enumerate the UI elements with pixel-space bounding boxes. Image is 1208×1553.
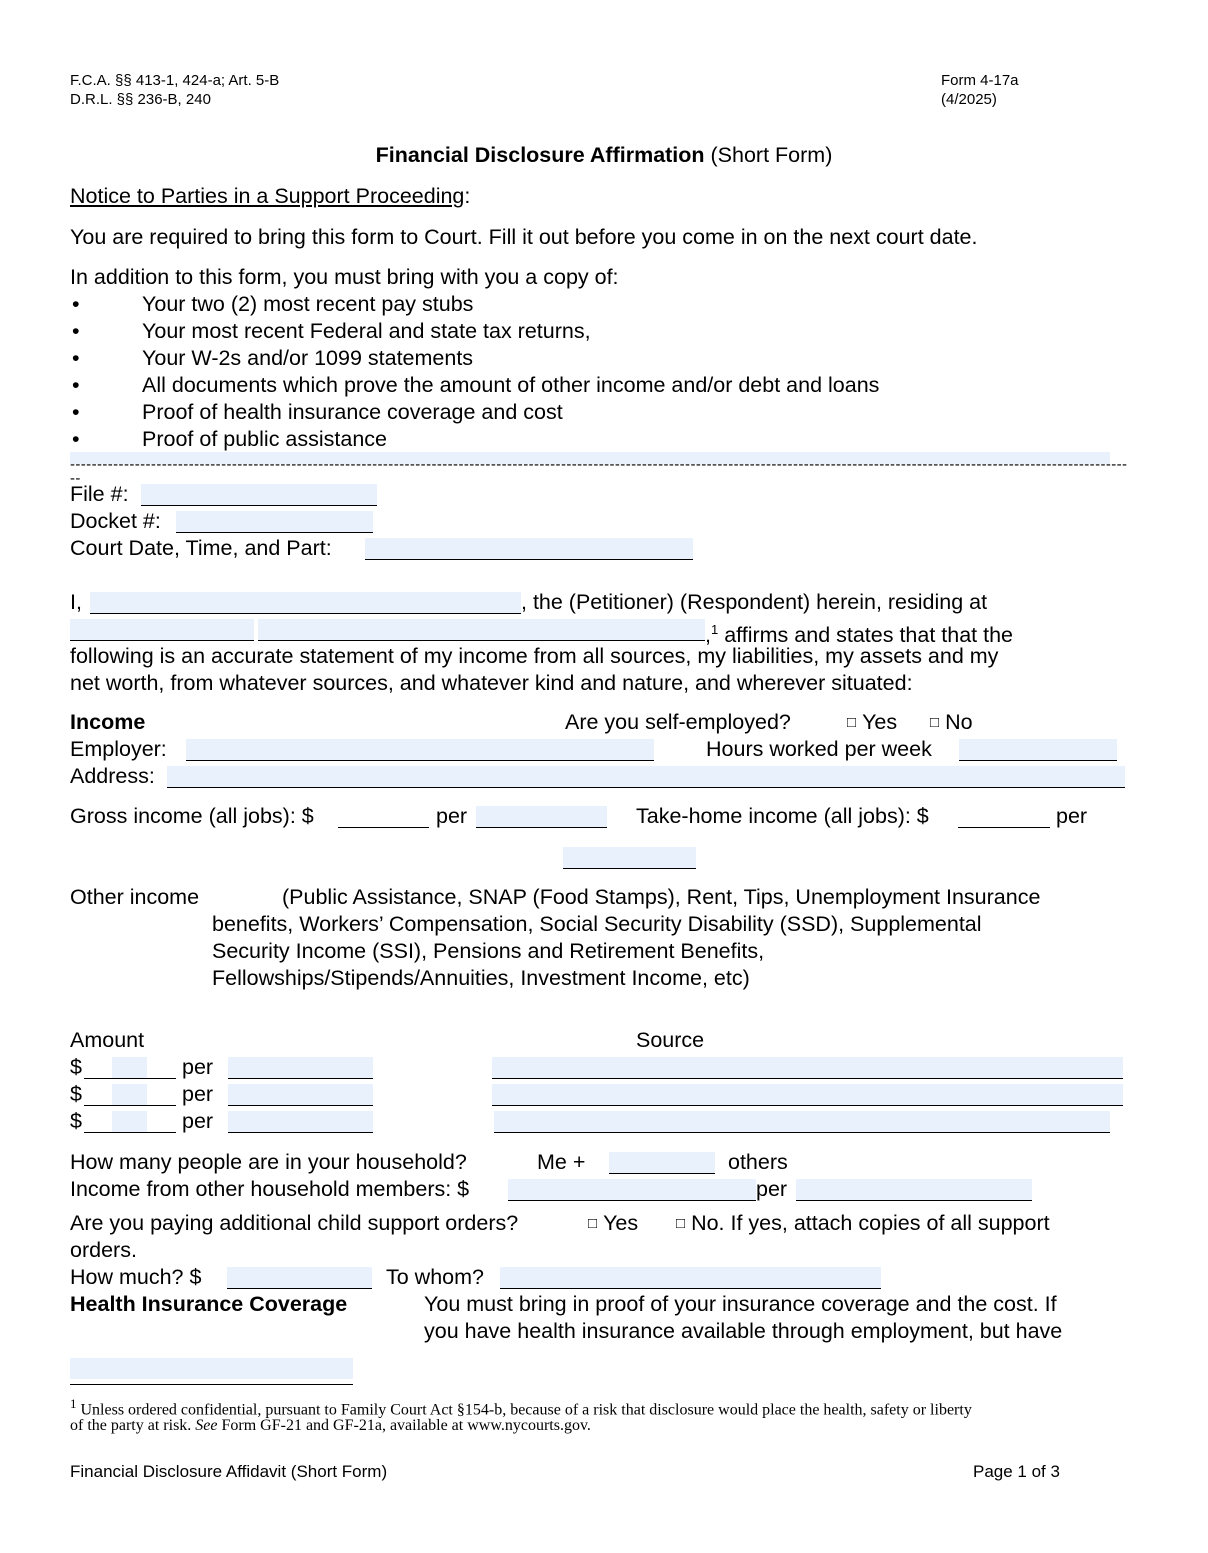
docket-number-label: Docket #: <box>70 509 161 533</box>
health-insurance-text-1: You must bring in proof of your insurance coverage and the cost. If <box>424 1292 1057 1316</box>
other-income-period-field[interactable] <box>228 1111 373 1133</box>
hours-worked-field[interactable] <box>959 739 1117 761</box>
other-income-period-field[interactable] <box>228 1084 373 1106</box>
yes-label: Yes <box>603 1211 639 1235</box>
affirmation-line-4: net worth, from whatever sources, and whatever kind and nature, and wherever situated: <box>70 671 913 695</box>
list-item: Proof of health insurance coverage and cost <box>142 400 563 424</box>
statute-citation-fca: F.C.A. §§ 413-1, 424-a; Art. 5-B <box>70 72 280 89</box>
household-other-income-amount-field[interactable] <box>508 1179 756 1201</box>
other-income-amount-field[interactable] <box>112 1057 147 1078</box>
affirmation-role-text: , the (Petitioner) (Respondent) herein, residing at <box>521 590 988 614</box>
household-others-label: others <box>728 1150 788 1174</box>
how-much-label: How much? $ <box>70 1265 202 1289</box>
bullet-icon: • <box>72 373 80 397</box>
other-income-description-1: (Public Assistance, SNAP (Food Stamps), Rent, Tips, Unemployment Insurance <box>282 885 1041 909</box>
self-employed-no-option[interactable] <box>930 709 973 736</box>
household-me-plus: Me + <box>537 1150 586 1174</box>
other-income-amount-field[interactable] <box>112 1084 147 1105</box>
self-employed-yes-option[interactable] <box>847 709 897 736</box>
other-income-source-field[interactable] <box>492 1084 1123 1106</box>
takehome-income-period-field[interactable] <box>563 847 696 869</box>
household-question: How many people are in your household? <box>70 1150 467 1174</box>
dollar-sign: $ <box>70 1109 82 1133</box>
gross-income-amount-field[interactable] <box>338 806 429 828</box>
residence-field-2[interactable] <box>258 619 705 641</box>
child-support-yes-option[interactable] <box>588 1210 638 1237</box>
address-label: Address: <box>70 764 155 788</box>
docket-number-field[interactable] <box>176 511 373 533</box>
child-support-amount-field[interactable] <box>227 1267 372 1289</box>
self-employed-question: Are you self-employed? <box>565 710 791 734</box>
child-support-orders-text: orders. <box>70 1238 137 1262</box>
list-item: Your W-2s and/or 1099 statements <box>142 346 474 370</box>
footnote-field[interactable] <box>70 1358 353 1379</box>
affirmation-comma: , <box>705 623 711 648</box>
bullet-icon: • <box>72 319 80 343</box>
list-item: All documents which prove the amount of other income and/or debt and loans <box>142 373 880 397</box>
household-others-count-field[interactable] <box>609 1152 715 1174</box>
yes-label: Yes <box>862 710 898 734</box>
dollar-sign: $ <box>70 1082 82 1106</box>
list-item: Your two (2) most recent pay stubs <box>142 292 474 316</box>
footnote-see: See <box>195 1417 218 1434</box>
hours-worked-label: Hours worked per week <box>706 737 932 761</box>
employer-field[interactable] <box>186 739 654 761</box>
checkbox-icon[interactable]: □ <box>847 714 857 731</box>
other-income-source-field[interactable] <box>492 1057 1123 1079</box>
checkbox-icon[interactable]: □ <box>930 714 940 731</box>
child-support-no-option[interactable] <box>676 1210 1050 1237</box>
income-heading: Income <box>70 710 146 734</box>
list-item: Proof of public assistance <box>142 427 387 451</box>
takehome-per-label: per <box>1056 804 1088 828</box>
household-other-income-period-field[interactable] <box>796 1179 1032 1201</box>
statute-citation-drl: D.R.L. §§ 236-B, 240 <box>70 91 211 108</box>
amount-column-header: Amount <box>70 1028 145 1052</box>
affirms-text: affirms and states that that the <box>718 623 1014 648</box>
bullet-icon: • <box>72 400 80 424</box>
notice-heading-text: Notice to Parties in a Support Proceeding <box>70 184 465 208</box>
file-number-field[interactable] <box>141 484 377 506</box>
health-insurance-text-2: you have health insurance available through employment, but have <box>424 1319 1063 1343</box>
other-income-per-label: per <box>182 1082 214 1106</box>
to-whom-label: To whom? <box>386 1265 484 1289</box>
notice-heading-colon: : <box>464 184 471 208</box>
list-item: Your most recent Federal and state tax returns, <box>142 319 591 343</box>
other-income-per-label: per <box>182 1055 214 1079</box>
footnote-text-2b: Form GF-21 and GF-21a, available at www.nycourts.gov. <box>217 1417 591 1434</box>
gross-per-label: per <box>436 804 468 828</box>
other-income-per-label: per <box>182 1109 214 1133</box>
dashed-divider: ------------------------------------------------------------------------------------------------------------------------------------------------------------------------------------------------------ <box>70 456 1128 487</box>
other-income-source-field[interactable] <box>494 1111 1110 1133</box>
court-date-field[interactable] <box>365 538 693 560</box>
footnote-text-2a: of the party at risk. <box>70 1417 196 1434</box>
page-number: Page 1 of 3 <box>973 1462 1060 1481</box>
notice-required-text: You are required to bring this form to Court. Fill it out before you come in on the next court date. <box>70 225 978 249</box>
title-main: Financial Disclosure Affirmation <box>375 143 705 167</box>
household-other-income-label: Income from other household members: $ <box>70 1177 470 1201</box>
affirmation-i: I, <box>70 590 82 614</box>
other-income-label: Other income <box>70 885 200 909</box>
household-per-label: per <box>756 1177 788 1201</box>
health-insurance-heading: Health Insurance Coverage <box>70 1292 348 1316</box>
bullet-icon: • <box>72 346 80 370</box>
notice-heading <box>70 183 470 210</box>
other-income-description-4: Fellowships/Stipends/Annuities, Investment Income, etc) <box>212 966 750 990</box>
bullet-icon: • <box>72 292 80 316</box>
gross-income-period-field[interactable] <box>476 806 607 828</box>
gross-income-label: Gross income (all jobs): $ <box>70 804 314 828</box>
checkbox-icon[interactable]: □ <box>588 1215 598 1232</box>
other-income-period-field[interactable] <box>228 1057 373 1079</box>
no-label: No. If yes, attach copies of all support <box>691 1211 1050 1235</box>
other-income-description-3: Security Income (SSI), Pensions and Retirement Benefits, <box>212 939 765 963</box>
other-income-amount-field[interactable] <box>112 1111 147 1132</box>
form-number: Form 4-17a <box>941 72 1019 89</box>
takehome-income-label: Take-home income (all jobs): $ <box>636 804 929 828</box>
page-title <box>0 142 1208 169</box>
court-date-label: Court Date, Time, and Part: <box>70 536 332 560</box>
checkbox-icon[interactable]: □ <box>676 1215 686 1232</box>
footnote-number: 1 <box>70 1396 77 1411</box>
notice-intro-text: In addition to this form, you must bring with you a copy of: <box>70 265 619 289</box>
form-date: (4/2025) <box>941 91 997 108</box>
takehome-income-amount-field[interactable] <box>958 806 1050 828</box>
affiant-name-field[interactable] <box>90 592 521 614</box>
no-label: No <box>945 710 973 734</box>
affirmation-line-3: following is an accurate statement of my income from all sources, my liabilities, my assets and my <box>70 644 999 668</box>
residence-field-1[interactable] <box>70 619 254 641</box>
page-footer-title: Financial Disclosure Affidavit (Short Form) <box>70 1462 388 1481</box>
child-support-question: Are you paying additional child support orders? <box>70 1211 519 1235</box>
source-column-header: Source <box>636 1028 705 1052</box>
file-number-label: File #: <box>70 482 129 506</box>
dollar-sign: $ <box>70 1055 82 1079</box>
other-income-description-2: benefits, Workers’ Compensation, Social Security Disability (SSD), Supplemental <box>212 912 982 936</box>
footnote-reference: 1 <box>710 622 719 637</box>
footnote-text-1: Unless ordered confidential, pursuant to Family Court Act §154-b, because of a risk that disclosure would place the health, safety or liberty <box>76 1401 972 1419</box>
employer-label: Employer: <box>70 737 167 761</box>
bullet-icon: • <box>72 427 80 451</box>
footnote-separator <box>70 1384 353 1385</box>
footnote-line-2 <box>70 1415 591 1436</box>
title-sub: (Short Form) <box>704 143 833 167</box>
employer-address-field[interactable] <box>167 766 1125 788</box>
child-support-recipient-field[interactable] <box>500 1267 881 1289</box>
